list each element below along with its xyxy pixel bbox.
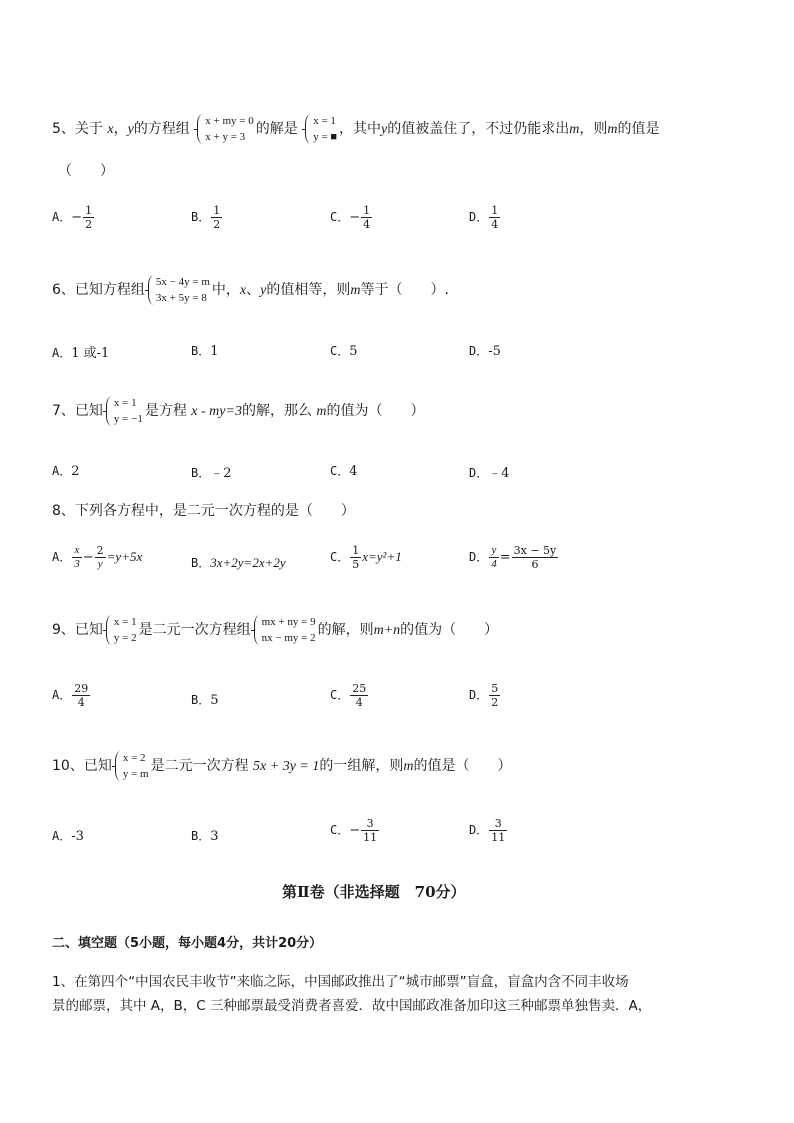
equation-system: mx + ny = 9 nx − my = 2 — [253, 614, 316, 646]
option-b[interactable]: B．1 — [191, 344, 219, 359]
equation-system: 5x − 4y = m 3x + 5y = 8 — [147, 274, 210, 306]
fraction: $\frac{y}{4}$ — [491, 544, 497, 570]
option-a[interactable]: A．− $\frac{1}{2}$ — [52, 204, 93, 231]
equation-system: x + my = 0 x + y = 3 — [196, 113, 253, 145]
option-c[interactable]: C．5 — [330, 344, 358, 359]
fraction: $\frac{2}{y}$ — [96, 544, 104, 570]
section-2-heading: 二、填空题（5小题，每小题4分，共计20分） — [52, 936, 323, 951]
option-d[interactable]: D． $\frac{y}{4}$ = $\frac{3x - 5y}{6}$ — [469, 544, 557, 571]
fraction: $\frac{1}{2}$ — [213, 204, 221, 231]
option-a[interactable]: A．-3 — [52, 829, 84, 844]
option-c[interactable]: C． $\frac{25}{4}$ — [330, 682, 367, 709]
question-10: 10、已知 x = 2 y = m 是二元一次方程 5x + 3y = 1的一组解，则m的值是（ ） — [52, 752, 512, 780]
option-d[interactable]: D． $\frac{3}{11}$ — [469, 817, 506, 844]
question-5: 5、关于 x，y的方程组 x + my = 0 x + y = 3 的解是 x = 1 y = ■ ，其中y的值被盖住了，不过仍能求出m，则m的值是 — [52, 115, 660, 143]
fraction: $\frac{1}{4}$ — [363, 204, 371, 231]
option-c[interactable]: C．4 — [330, 464, 358, 479]
option-a[interactable]: A． $\frac{x}{3}$ − $\frac{2}{y}$ =y+5x — [52, 544, 143, 570]
option-b[interactable]: B．3x+2y=2x+2y — [191, 555, 286, 570]
solution-system: x = 1 y = ■ — [304, 113, 337, 145]
option-b[interactable]: B．5 — [191, 693, 219, 708]
option-a[interactable]: A． $\frac{29}{4}$ — [52, 682, 89, 709]
option-d[interactable]: D．﹣4 — [469, 466, 510, 481]
fraction: $\frac{5}{2}$ — [491, 682, 499, 709]
fraction: $\frac{25}{4}$ — [352, 682, 367, 709]
fraction: $\frac{3}{11}$ — [363, 817, 378, 844]
fraction: $\frac{1}{2}$ — [85, 204, 93, 231]
part-2-title: 第Ⅱ卷（非选择题 70分） — [282, 883, 466, 901]
question-6: 6、已知方程组 5x − 4y = m 3x + 5y = 8 中，x、y的值相等，则m等于（ ）. — [52, 276, 449, 304]
fraction: $\frac{1}{4}$ — [491, 204, 499, 231]
option-d[interactable]: D． $\frac{1}{4}$ — [469, 204, 499, 231]
fill-question-1: 1、在第四个“中国农民丰收节”来临之际，中国邮政推出了“城市邮票”盲盒，盲盒内含不同丰收场 景的邮票，其中 A，B，C 三种邮票最受消费者喜爱．故中国邮政准备加印这三种邮票单独售卖．A， — [52, 974, 652, 1014]
option-c[interactable]: C．− $\frac{3}{11}$ — [330, 817, 378, 844]
option-b[interactable]: B．﹣2 — [191, 466, 232, 481]
option-a[interactable]: A．2 — [52, 464, 80, 479]
option-d[interactable]: D． $\frac{5}{2}$ — [469, 682, 499, 709]
fraction: $\frac{3x - 5y}{6}$ — [513, 544, 557, 571]
option-d[interactable]: D．-5 — [469, 344, 501, 359]
answer-paren: （ ） — [58, 163, 114, 179]
fraction: $\frac{3}{11}$ — [491, 817, 506, 844]
solution-system: x = 2 y = m — [114, 750, 149, 782]
option-c[interactable]: C． $\frac{1}{5}$ x=y²+1 — [330, 544, 402, 571]
solution-system: x = 1 y = −1 — [105, 395, 143, 427]
solution-system: x = 1 y = 2 — [105, 614, 137, 646]
fraction: $\frac{x}{3}$ — [74, 544, 80, 570]
question-9: 9、已知 x = 1 y = 2 是二元一次方程组 mx + ny = 9 nx − my = 2 的解，则m+n的值为（ ） — [52, 616, 499, 644]
question-8: 8、下列各方程中，是二元一次方程的是（ ） — [52, 503, 355, 519]
question-7: 7、已知 x = 1 y = −1 是方程 x - my=3的解，那么 m的值为（ ） — [52, 397, 425, 425]
fraction: $\frac{1}{5}$ — [352, 544, 360, 571]
fraction: $\frac{29}{4}$ — [74, 682, 89, 709]
option-a[interactable]: A．1 或-1 — [52, 346, 110, 361]
option-b[interactable]: B． $\frac{1}{2}$ — [191, 204, 221, 231]
option-b[interactable]: B．3 — [191, 829, 219, 844]
option-c[interactable]: C．− $\frac{1}{4}$ — [330, 204, 371, 231]
